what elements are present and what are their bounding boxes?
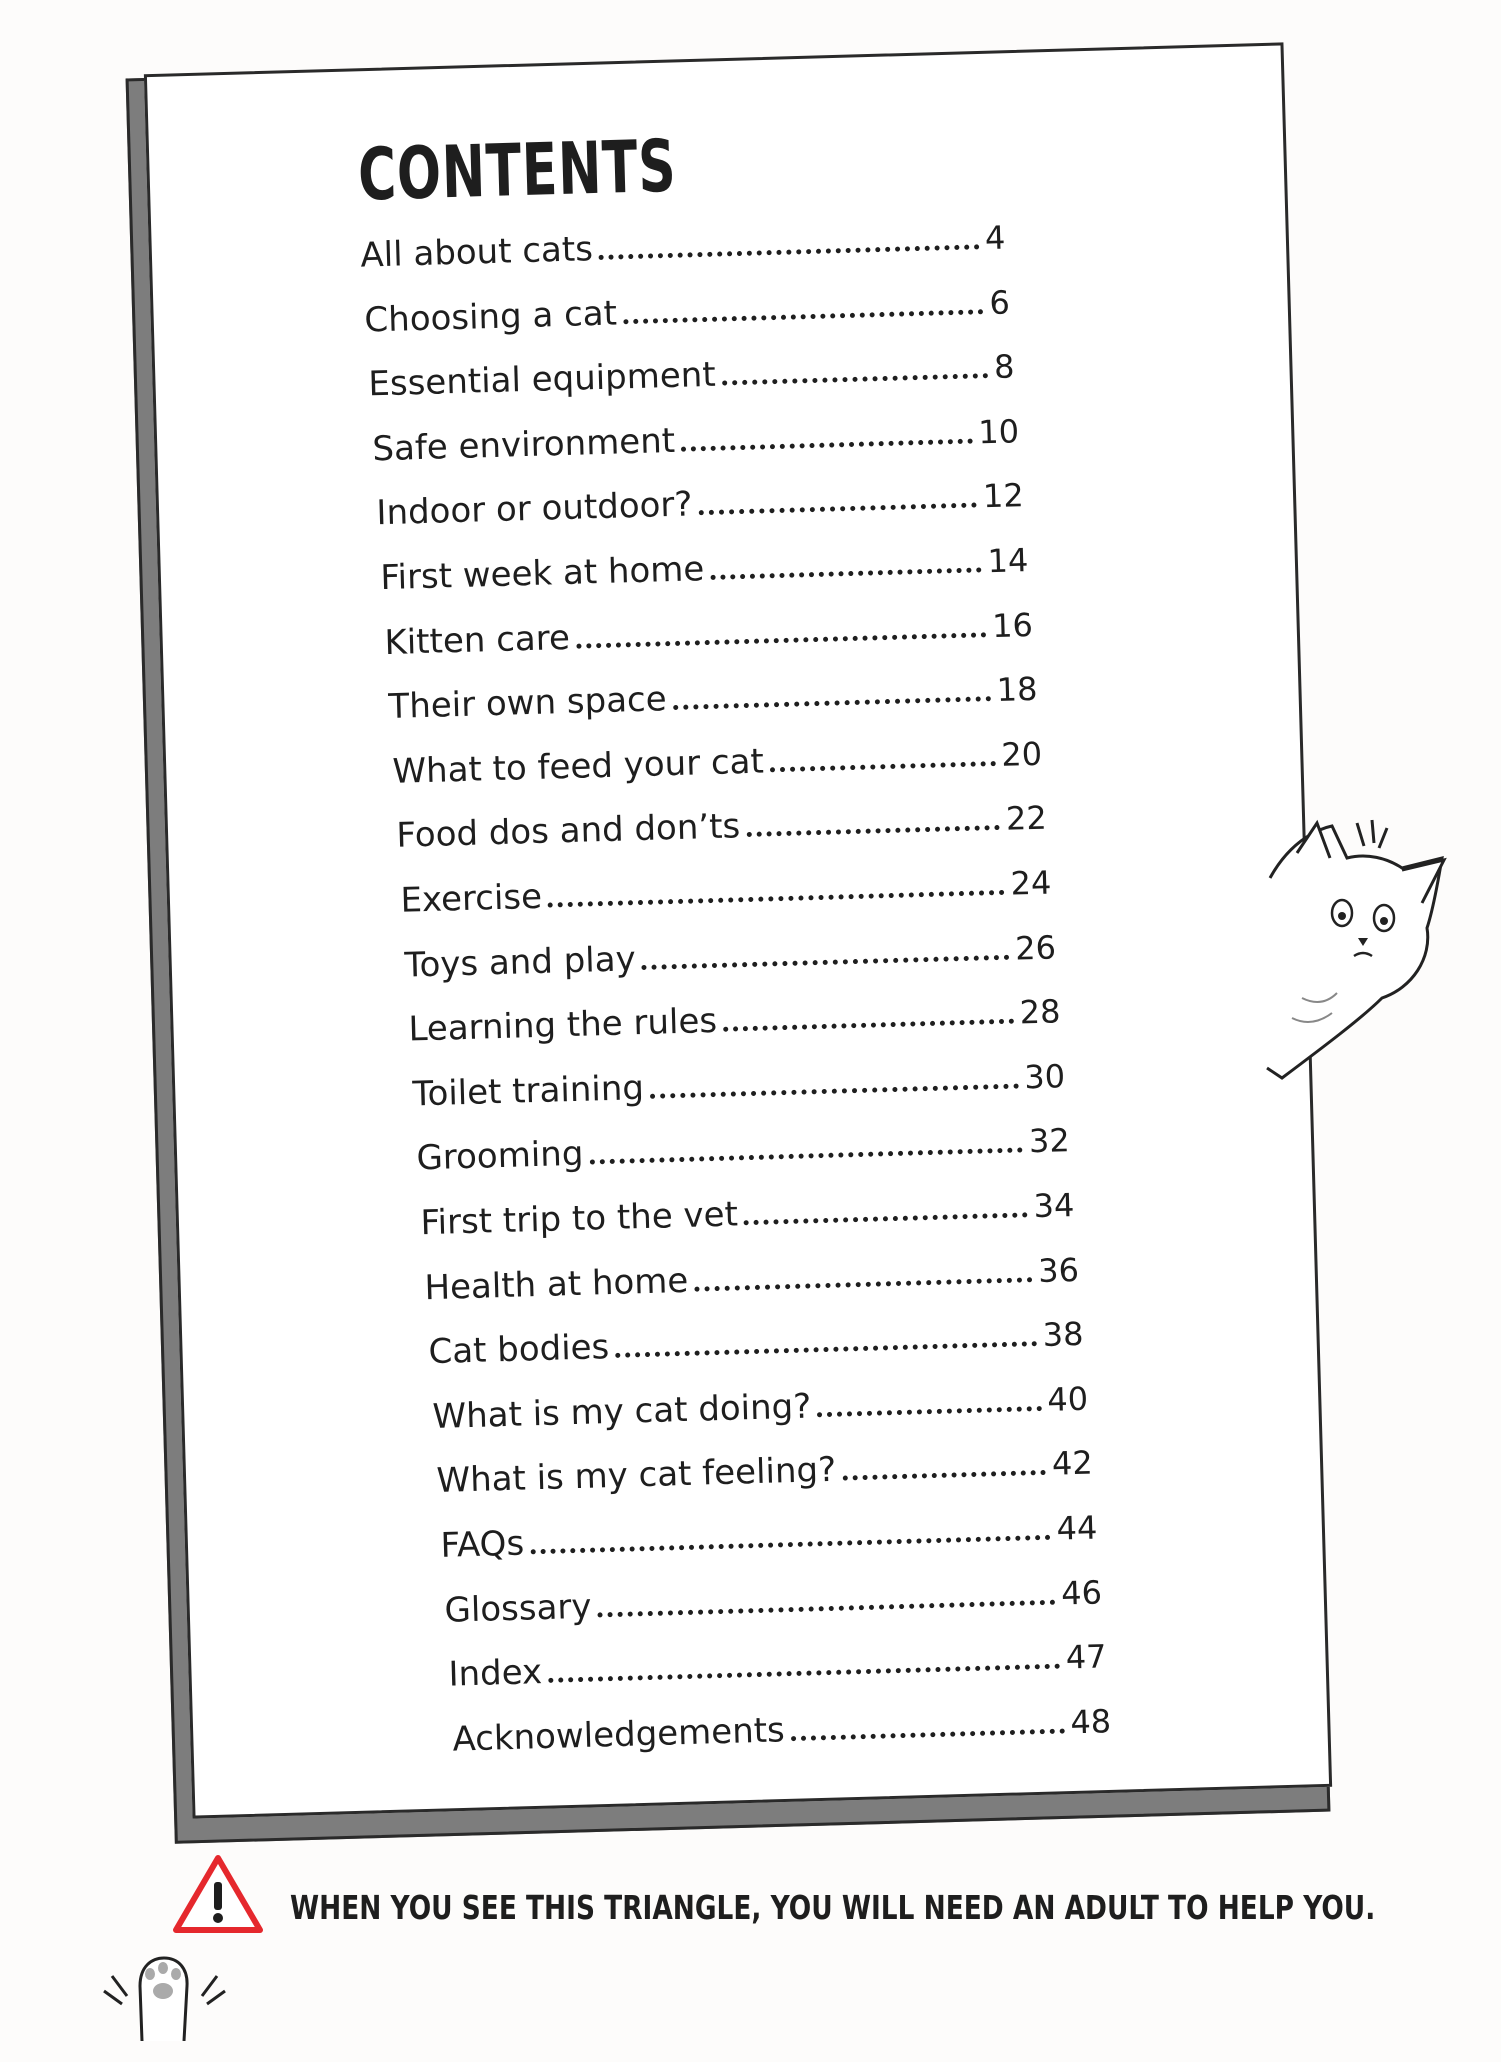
- contents-title: CONTENTS: [357, 123, 678, 217]
- toc-entry: [452, 1701, 1112, 1759]
- toc-leader-dots: [817, 1406, 1041, 1417]
- toc-leader-dots: [770, 761, 996, 772]
- toc-entry-page: 40: [1046, 1379, 1089, 1419]
- toc-entry: [440, 1508, 1098, 1566]
- toc-entry-label: Acknowledgements: [451, 1710, 786, 1760]
- toc-entry: [360, 218, 1006, 276]
- toc-entry-label: Grooming: [415, 1134, 584, 1179]
- toc-entry: [364, 282, 1010, 340]
- toc-entry: [436, 1443, 1093, 1501]
- toc-entry: [416, 1121, 1070, 1179]
- toc-leader-dots: [615, 1341, 1037, 1358]
- toc-entry-page: 48: [1069, 1702, 1112, 1742]
- toc-entry-label: What is my cat feeling?: [435, 1450, 837, 1502]
- toc-entry: [372, 411, 1020, 469]
- toc-entry-label: Learning the rules: [407, 1001, 718, 1050]
- toc-entry: [444, 1572, 1102, 1630]
- toc-entry-label: Toys and play: [403, 938, 637, 986]
- toc-entry-label: Toilet training: [411, 1067, 645, 1115]
- toc-leader-dots: [623, 309, 984, 324]
- toc-leader-dots: [642, 954, 1010, 969]
- toc-entry: [392, 734, 1043, 792]
- toc-entry-page: 32: [1028, 1121, 1071, 1161]
- toc-entry-label: Exercise: [399, 876, 543, 921]
- toc-entry-label: Cat bodies: [427, 1327, 610, 1373]
- toc-entry-label: Their own space: [387, 679, 668, 728]
- toc-entry-label: First trip to the vet: [419, 1194, 739, 1244]
- toc-entry-page: 24: [1010, 863, 1052, 903]
- toc-entry: [424, 1250, 1079, 1308]
- toc-entry-page: 28: [1019, 992, 1061, 1032]
- toc-entry-page: 30: [1023, 1057, 1066, 1097]
- toc-entry: [432, 1379, 1089, 1437]
- toc-leader-dots: [791, 1728, 1065, 1741]
- toc-leader-dots: [673, 696, 991, 710]
- toc-entry-label: Food dos and don’ts: [395, 806, 741, 857]
- toc-leader-dots: [650, 1083, 1019, 1098]
- toc-entry-page: 8: [993, 347, 1015, 387]
- toc-leader-dots: [746, 825, 1000, 837]
- toc-entry: [388, 669, 1038, 727]
- toc-leader-dots: [744, 1212, 1028, 1225]
- toc-entry-page: 44: [1056, 1508, 1098, 1548]
- toc-entry-page: 46: [1060, 1573, 1103, 1613]
- toc-entry: [376, 476, 1024, 534]
- toc-entry: [428, 1314, 1084, 1372]
- adult-help-notice: WHEN YOU SEE THIS TRIANGLE, YOU WILL NEED AN ADULT TO HELP YOU.: [290, 1888, 1376, 1927]
- toc-entry-page: 12: [982, 476, 1025, 516]
- toc-entry-page: 10: [977, 412, 1020, 452]
- toc-entry: [368, 347, 1015, 405]
- toc-entry-label: Choosing a cat: [363, 293, 618, 341]
- toc-leader-dots: [681, 438, 972, 451]
- toc-entry-page: 20: [1000, 734, 1043, 774]
- toc-entry-page: 47: [1065, 1637, 1108, 1677]
- toc-entry-page: 6: [988, 283, 1011, 322]
- toc-entry-label: Index: [447, 1652, 543, 1695]
- toc-leader-dots: [548, 1664, 1060, 1683]
- toc-entry: [408, 992, 1061, 1050]
- toc-leader-dots: [722, 373, 989, 385]
- toc-entry-page: 16: [991, 605, 1034, 645]
- toc-entry: [396, 798, 1047, 856]
- toc-entry-label: All about cats: [359, 229, 594, 276]
- toc-entry-label: What is my cat doing?: [431, 1386, 812, 1437]
- toc-entry: [448, 1637, 1107, 1695]
- toc-entry-page: 4: [984, 218, 1006, 258]
- toc-entry-label: Health at home: [423, 1260, 689, 1308]
- toc-entry-label: FAQs: [439, 1523, 525, 1566]
- toc-entry-page: 42: [1051, 1444, 1094, 1484]
- toc-entry-page: 36: [1037, 1250, 1080, 1290]
- toc-entry-page: 38: [1042, 1315, 1084, 1355]
- toc-entry-label: Essential equipment: [367, 354, 717, 405]
- toc-entry-label: First week at home: [379, 549, 705, 599]
- toc-leader-dots: [598, 1599, 1056, 1617]
- cat-paw-illustration: [92, 1946, 237, 2041]
- toc-entry: [420, 1185, 1075, 1243]
- toc-leader-dots: [599, 244, 979, 260]
- toc-entry-label: What to feed your cat: [391, 741, 765, 792]
- toc-leader-dots: [548, 890, 1005, 908]
- toc-entry: [400, 863, 1052, 921]
- toc-leader-dots: [723, 1019, 1014, 1032]
- toc-leader-dots: [590, 1148, 1024, 1165]
- toc-leader-dots: [842, 1470, 1046, 1481]
- toc-leader-dots: [530, 1535, 1051, 1555]
- toc-entry: [384, 605, 1033, 663]
- toc-leader-dots: [576, 632, 986, 648]
- warning-triangle-icon: [168, 1850, 268, 1940]
- toc-entry: [412, 1056, 1066, 1114]
- toc-leader-dots: [710, 567, 981, 580]
- toc-entry: [380, 540, 1029, 598]
- toc-entry: [404, 927, 1056, 985]
- toc-entry-label: Kitten care: [383, 617, 571, 663]
- toc-leader-dots: [694, 1277, 1032, 1291]
- toc-entry-page: 34: [1033, 1186, 1075, 1226]
- toc-entry-label: Glossary: [443, 1586, 593, 1631]
- toc-entry-label: Safe environment: [371, 420, 676, 470]
- toc-entry-page: 18: [996, 670, 1038, 710]
- toc-leader-dots: [699, 503, 978, 516]
- peeking-cat-illustration: [1262, 818, 1462, 1088]
- toc-entry-label: Indoor or outdoor?: [375, 484, 693, 534]
- toc-entry-page: 26: [1014, 928, 1057, 968]
- toc-entry-page: 14: [987, 541, 1029, 581]
- toc-entry-page: 22: [1005, 799, 1048, 839]
